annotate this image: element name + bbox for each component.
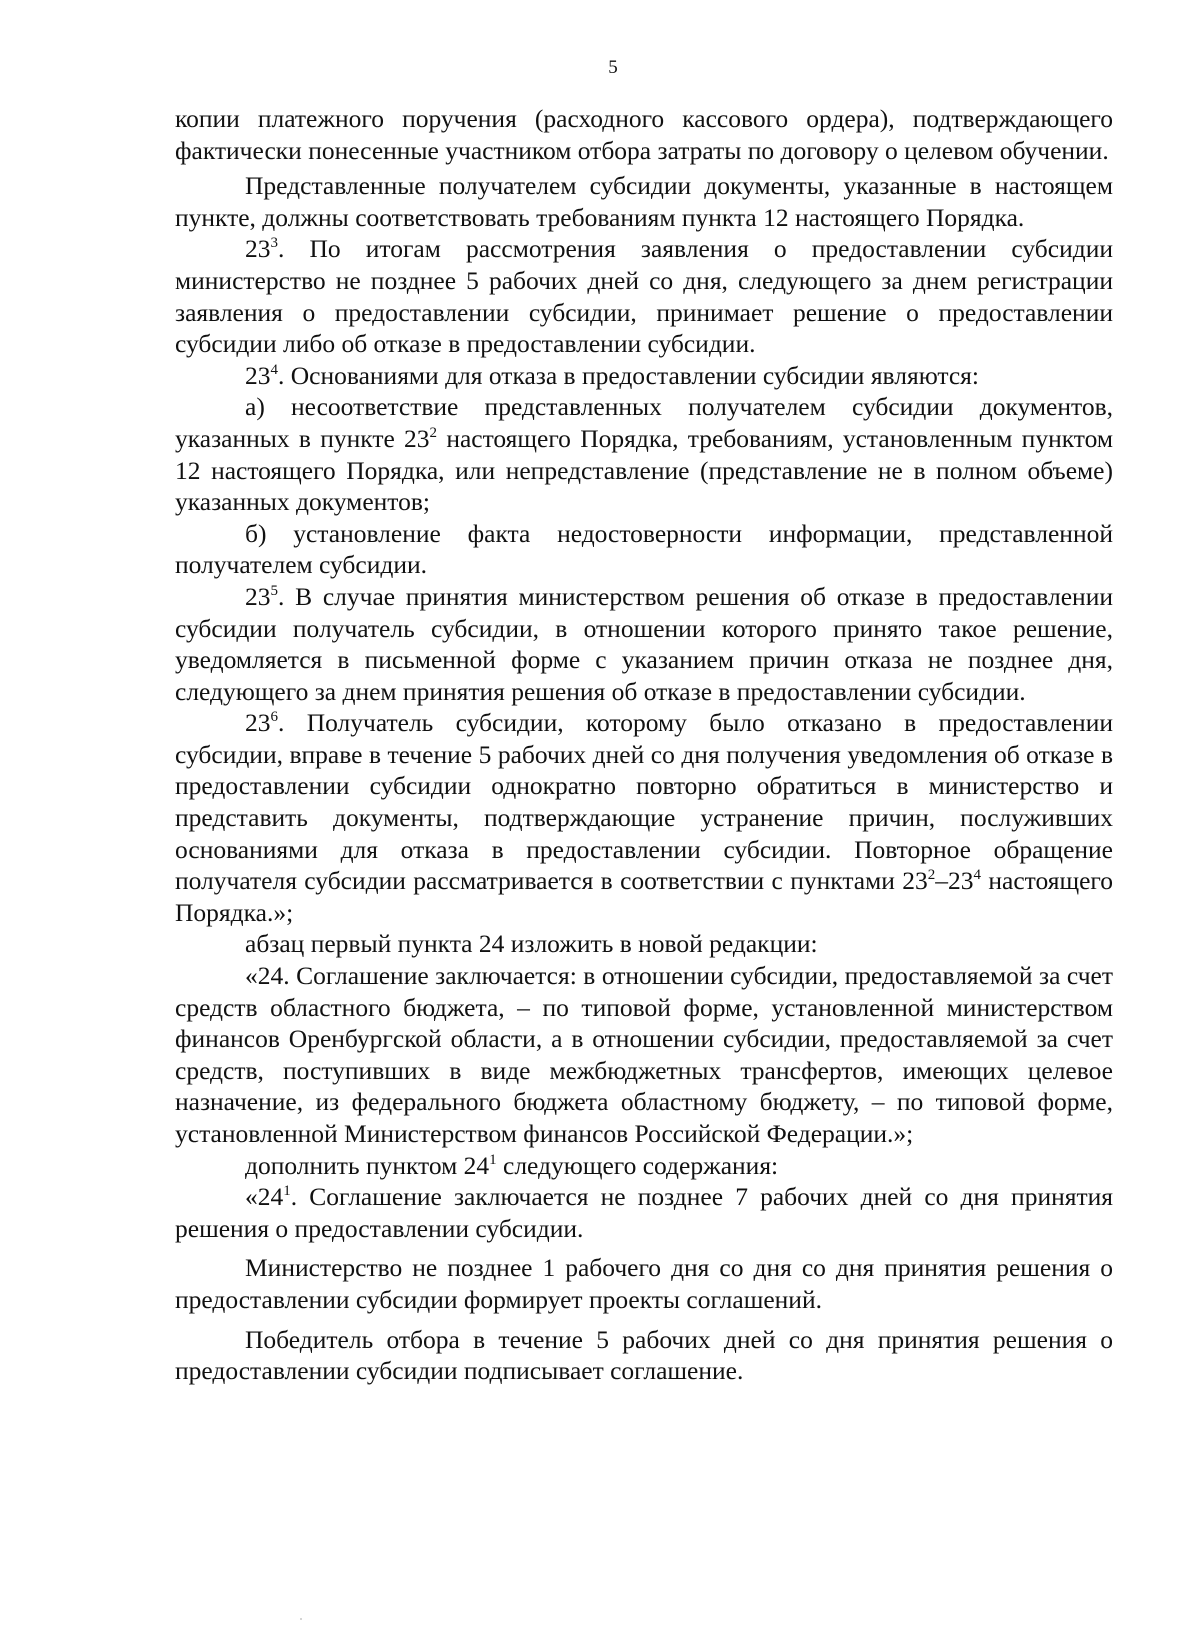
clause-number: 23: [245, 708, 271, 738]
paragraph-text: а) несоответствие представленных получателем субсидии документов, указанных в пункте 23: [175, 392, 1113, 453]
clause-number: 23: [245, 234, 271, 264]
scan-speck: [300, 1618, 302, 1620]
paragraph-text: Министерство не позднее 1 рабочего дня со дня со дня принятия решения о предоставлении субсидии формирует проекты соглашений.: [175, 1253, 1113, 1314]
paragraph-text: . По итогам рассмотрения заявления о предоставлении субсидии министерство не позднее 5 рабочих дней со дня, следующего за днем регистрации заявления о предоставлении субсидии, принимает решение о предоставлении субсидии либо об отказе в предоставлении субсидии.: [175, 234, 1113, 359]
paragraph-text: б) установление факта недостоверности информации, представленной получателем субсидии.: [175, 518, 1113, 580]
clause-superscript: 4: [270, 361, 278, 378]
paragraph-23-3: [175, 233, 1113, 359]
paragraph-text: дополнить пунктом 24: [245, 1150, 490, 1180]
paragraph-payment-order-copies: [175, 103, 1113, 166]
paragraph-text: –23: [935, 866, 974, 896]
paragraph-item-b: [175, 518, 1113, 581]
paragraph-text: настоящего Порядка.»;: [175, 866, 1113, 927]
paragraph-documents-requirements: [175, 170, 1113, 233]
clause-superscript: 1: [283, 1183, 291, 1200]
clause-superscript: 4: [973, 867, 981, 884]
paragraph-24-1: [175, 1181, 1113, 1244]
clause-superscript: 5: [270, 582, 278, 599]
clause-superscript: 6: [270, 709, 278, 726]
clause-superscript: 1: [489, 1151, 497, 1168]
paragraph-23-4: [175, 360, 1113, 392]
paragraph-text: абзац первый пункта 24 изложить в новой редакции:: [245, 929, 818, 959]
paragraph-winner-signs: [175, 1324, 1113, 1387]
paragraph-text: «24. Соглашение заключается: в отношении субсидии, предоставляемой за счет средств областного бюджета, – по типовой форме, установленной министерством финансов Оренбургской области, а в отношении субсидии, предоставляемой за счет средств, поступивших в виде межбюджетных трансфертов, имеющих целевое назначение, из федерального бюджета областному бюджету, – по типовой форме, установленной Министерством финансов Российской Федерации.»;: [175, 961, 1113, 1148]
paragraph-add-24-1: [175, 1150, 1113, 1182]
clause-number: 23: [245, 360, 271, 390]
clause-superscript: 2: [429, 424, 438, 441]
paragraph-text: . Получатель субсидии, которому было отказано в предоставлении субсидии, вправе в течение 5 рабочих дней со дня получения уведомления об отказе в предоставлении субсидии однократно повторно обратиться в министерство и представить документы, подтверждающие устранение причин, послуживших основаниями для отказа в предоставлении субсидии. Повторное обращение получателя субсидии рассматривается в соответствии с пунктами 23: [175, 708, 1113, 896]
paragraph-text: . Соглашение заключается не позднее 7 рабочих дней со дня принятия решения о предоставлении субсидии.: [175, 1182, 1113, 1243]
paragraph-23-6: [175, 707, 1113, 928]
paragraph-text: . В случае принятия министерством решения об отказе в предоставлении субсидии получатель субсидии, в отношении которого принято такое решение, уведомляется в письменной форме с указанием причин отказа не позднее дня, следующего за днем принятия решения об отказе в предоставлении субсидии.: [175, 581, 1113, 706]
clause-superscript: 3: [270, 235, 278, 252]
paragraph-text: следующего содержания:: [496, 1150, 779, 1180]
clause-superscript: 2: [927, 867, 936, 884]
paragraph-amend-24: [175, 928, 1113, 960]
paragraph-24: [175, 960, 1113, 1150]
paragraph-text: . Основаниями для отказа в предоставлении субсидии являются:: [278, 360, 980, 390]
paragraph-23-5: [175, 581, 1113, 707]
paragraph-text: «24: [245, 1182, 284, 1212]
paragraph-text: копии платежного поручения (расходного кассового ордера), подтверждающего фактически понесенные участником отбора затраты по договору о целевом обучении.: [175, 104, 1113, 165]
paragraph-item-a: [175, 391, 1113, 517]
document-body: [175, 103, 1113, 1387]
paragraph-text: Победитель отбора в течение 5 рабочих дней со дня принятия решения о предоставлении субсидии подписывает соглашение.: [175, 1324, 1113, 1386]
paragraph-text: Представленные получателем субсидии документы, указанные в настоящем пункте, должны соответствовать требованиям пункта 12 настоящего Порядка.: [175, 171, 1113, 232]
paragraph-text: настоящего Порядка, требованиям, установленным пунктом 12 настоящего Порядка, или непредставление (представление не в полном объеме) указанных документов;: [175, 423, 1113, 517]
paragraph-ministry-drafts: [175, 1252, 1113, 1315]
page-number: 5: [608, 57, 618, 78]
clause-number: 23: [245, 581, 271, 611]
